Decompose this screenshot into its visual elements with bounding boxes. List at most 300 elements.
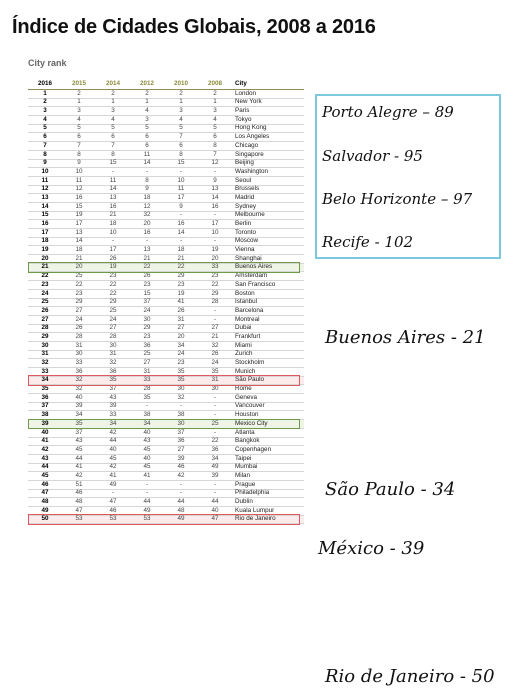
city-cell: Dublin <box>232 498 304 507</box>
rank-cell: 5 <box>96 124 130 133</box>
rank-cell: 32 <box>198 341 232 350</box>
rank-cell: 12 <box>62 185 96 194</box>
city-cell: Rio de Janeiro <box>232 515 304 524</box>
rank-cell: 17 <box>164 194 198 203</box>
rank-cell: 21 <box>198 333 232 342</box>
rank-cell: 38 <box>28 411 62 420</box>
rank-cell: 3 <box>130 116 164 125</box>
rank-cell: 23 <box>28 281 62 290</box>
table-row <box>28 463 304 472</box>
header-2014: 2014 <box>96 79 130 90</box>
rank-cell: 1 <box>198 98 232 107</box>
rank-cell: 30 <box>198 385 232 394</box>
rank-cell: 2 <box>198 90 232 99</box>
rank-cell: 13 <box>28 194 62 203</box>
rank-cell: 1 <box>62 98 96 107</box>
table-header-row <box>28 79 304 90</box>
city-cell: Hong Kong <box>232 124 304 133</box>
rank-cell: 28 <box>130 385 164 394</box>
rank-cell: - <box>164 402 198 411</box>
rank-cell: 43 <box>28 454 62 463</box>
rank-cell: 40 <box>62 394 96 403</box>
rank-cell: 1 <box>96 98 130 107</box>
rank-cell: 40 <box>130 428 164 437</box>
rank-cell: 33 <box>198 263 232 272</box>
table-row <box>28 150 304 159</box>
rank-cell: 43 <box>130 437 164 446</box>
rank-cell: 22 <box>62 281 96 290</box>
table-row <box>28 98 304 107</box>
rank-cell: 16 <box>164 220 198 229</box>
rank-cell: 14 <box>28 202 62 211</box>
table-row <box>28 315 304 324</box>
rank-cell: 45 <box>62 446 96 455</box>
city-cell: Beijing <box>232 159 304 168</box>
note-buenos-aires: Buenos Aires - 21 <box>325 327 486 348</box>
header-2015: 2015 <box>62 79 96 90</box>
rank-cell: - <box>164 237 198 246</box>
rank-cell: 6 <box>164 142 198 151</box>
rank-cell: 25 <box>96 307 130 316</box>
rank-cell: 27 <box>198 324 232 333</box>
city-cell: Istanbul <box>232 298 304 307</box>
table-row <box>28 359 304 368</box>
rank-cell: 17 <box>62 220 96 229</box>
rank-cell: 34 <box>198 454 232 463</box>
table-row <box>28 350 304 359</box>
rank-cell: 22 <box>198 437 232 446</box>
city-cell: Vienna <box>232 246 304 255</box>
rank-cell: 19 <box>96 263 130 272</box>
city-cell: Vancouver <box>232 402 304 411</box>
city-cell: Houston <box>232 411 304 420</box>
rank-cell: 25 <box>62 272 96 281</box>
table-row <box>28 472 304 481</box>
rank-cell: 50 <box>28 515 62 524</box>
rank-cell: - <box>198 307 232 316</box>
rank-cell: 7 <box>96 142 130 151</box>
table-row <box>28 133 304 142</box>
rank-cell: 18 <box>130 194 164 203</box>
rank-cell: 18 <box>164 246 198 255</box>
rank-cell: 19 <box>62 211 96 220</box>
table-row <box>28 402 304 411</box>
rank-cell: 23 <box>62 289 96 298</box>
rank-cell: 53 <box>130 515 164 524</box>
rank-cell: 18 <box>28 237 62 246</box>
table-row <box>28 385 304 394</box>
rank-cell: 11 <box>96 176 130 185</box>
rank-cell: 31 <box>96 350 130 359</box>
rank-cell: 23 <box>198 272 232 281</box>
rank-cell: 29 <box>130 324 164 333</box>
rank-cell: 27 <box>164 446 198 455</box>
rank-cell: 44 <box>130 498 164 507</box>
city-cell: Milan <box>232 472 304 481</box>
rank-cell: 38 <box>164 411 198 420</box>
rank-cell: 35 <box>62 420 96 429</box>
rank-cell: 13 <box>96 194 130 203</box>
rank-cell: 4 <box>198 116 232 125</box>
rank-cell: - <box>130 480 164 489</box>
rank-cell: 29 <box>28 333 62 342</box>
mexico-city-highlight <box>28 419 300 430</box>
rank-cell: 49 <box>130 507 164 516</box>
rank-cell: 1 <box>164 98 198 107</box>
table-row <box>28 480 304 489</box>
rank-cell: 24 <box>62 315 96 324</box>
rank-cell: 11 <box>130 150 164 159</box>
rank-cell: 18 <box>62 246 96 255</box>
rank-cell: 11 <box>28 176 62 185</box>
rank-cell: 5 <box>130 124 164 133</box>
city-cell: Kuala Lumpur <box>232 507 304 516</box>
buenos-aires-highlight <box>28 262 300 273</box>
table-row <box>28 489 304 498</box>
rank-cell: 32 <box>96 359 130 368</box>
rank-cell: 45 <box>130 446 164 455</box>
note-salvador: Salvador - 95 <box>322 147 423 165</box>
header-2010: 2010 <box>164 79 198 90</box>
rank-cell: 45 <box>28 472 62 481</box>
rank-cell: 31 <box>198 376 232 385</box>
city-cell: Philadelphia <box>232 489 304 498</box>
rank-cell: 4 <box>130 107 164 116</box>
rank-cell: - <box>198 411 232 420</box>
rank-cell: 8 <box>130 176 164 185</box>
rank-cell: 3 <box>62 107 96 116</box>
rank-cell: 47 <box>62 507 96 516</box>
city-cell: Taipei <box>232 454 304 463</box>
rank-cell: 6 <box>28 133 62 142</box>
rank-cell: 53 <box>62 515 96 524</box>
rank-cell: - <box>198 428 232 437</box>
rank-cell: 33 <box>28 368 62 377</box>
rank-cell: 9 <box>62 159 96 168</box>
table-row <box>28 229 304 238</box>
rank-cell: 3 <box>96 107 130 116</box>
rank-cell: 9 <box>130 185 164 194</box>
rank-cell: 44 <box>28 463 62 472</box>
rank-cell: 44 <box>62 454 96 463</box>
rank-cell: 34 <box>96 420 130 429</box>
rank-cell: 6 <box>96 133 130 142</box>
rio-de-janeiro-highlight <box>28 514 300 525</box>
rank-cell: 25 <box>130 350 164 359</box>
rank-cell: 4 <box>96 116 130 125</box>
rank-cell: 26 <box>96 255 130 264</box>
rank-cell: 48 <box>28 498 62 507</box>
rank-cell: 40 <box>28 428 62 437</box>
rank-cell: 47 <box>28 489 62 498</box>
table-row <box>28 341 304 350</box>
rank-cell: 6 <box>130 133 164 142</box>
rank-cell: 37 <box>164 428 198 437</box>
table-row <box>28 394 304 403</box>
rank-cell: - <box>164 211 198 220</box>
rank-cell: 23 <box>164 281 198 290</box>
city-cell: Bangkok <box>232 437 304 446</box>
rank-cell: 39 <box>28 420 62 429</box>
rank-cell: - <box>96 237 130 246</box>
table-row <box>28 333 304 342</box>
rank-cell: 16 <box>62 194 96 203</box>
table-row <box>28 107 304 116</box>
rank-cell: 23 <box>96 272 130 281</box>
rank-cell: 36 <box>164 437 198 446</box>
rank-cell: 40 <box>198 507 232 516</box>
rank-cell: 4 <box>28 116 62 125</box>
rank-cell: - <box>198 480 232 489</box>
rank-cell: 21 <box>96 211 130 220</box>
header-2012: 2012 <box>130 79 164 90</box>
city-cell: Prague <box>232 480 304 489</box>
table-row <box>28 281 304 290</box>
rank-cell: 28 <box>198 298 232 307</box>
rank-cell: 34 <box>130 420 164 429</box>
rank-cell: 8 <box>164 150 198 159</box>
city-cell: Shanghai <box>232 255 304 264</box>
rank-cell: 32 <box>28 359 62 368</box>
table-row <box>28 220 304 229</box>
rank-cell: 31 <box>62 341 96 350</box>
rank-cell: 28 <box>96 333 130 342</box>
rank-cell: 14 <box>96 185 130 194</box>
city-cell: San Francisco <box>232 281 304 290</box>
table-row <box>28 428 304 437</box>
rank-cell: 25 <box>28 298 62 307</box>
rank-cell: 48 <box>164 507 198 516</box>
city-cell: Paris <box>232 107 304 116</box>
city-cell: Sydney <box>232 202 304 211</box>
rank-cell: 36 <box>62 368 96 377</box>
rank-cell: 9 <box>198 176 232 185</box>
rank-cell: 29 <box>164 272 198 281</box>
rank-cell: 32 <box>164 394 198 403</box>
city-cell: Buenos Aires <box>232 263 304 272</box>
rank-cell: 21 <box>130 255 164 264</box>
rank-cell: 37 <box>96 385 130 394</box>
rank-cell: - <box>198 489 232 498</box>
city-cell: London <box>232 90 304 99</box>
rank-cell: 27 <box>96 324 130 333</box>
header-2016: 2016 <box>28 79 62 90</box>
table-row <box>28 176 304 185</box>
rank-cell: 12 <box>28 185 62 194</box>
table-row <box>28 211 304 220</box>
rank-cell: 1 <box>28 90 62 99</box>
city-cell: Moscow <box>232 237 304 246</box>
rank-cell: 22 <box>96 281 130 290</box>
rank-cell: 3 <box>198 107 232 116</box>
rank-cell: 15 <box>130 289 164 298</box>
rank-cell: 21 <box>164 255 198 264</box>
rank-cell: 22 <box>96 289 130 298</box>
city-cell: Madrid <box>232 194 304 203</box>
rank-cell: 8 <box>28 150 62 159</box>
rank-cell: 31 <box>164 315 198 324</box>
city-cell: Melbourne <box>232 211 304 220</box>
rank-cell: 8 <box>62 150 96 159</box>
table-row <box>28 202 304 211</box>
note-belo-horizonte: Belo Horizonte – 97 <box>322 190 473 208</box>
rank-cell: 3 <box>164 107 198 116</box>
rank-cell: 11 <box>62 176 96 185</box>
rank-cell: 36 <box>96 368 130 377</box>
rank-cell: 33 <box>96 411 130 420</box>
table-row <box>28 142 304 151</box>
rank-cell: 46 <box>62 489 96 498</box>
rank-cell: 35 <box>130 394 164 403</box>
rank-cell: 32 <box>62 385 96 394</box>
rank-cell: 44 <box>198 498 232 507</box>
rank-cell: 25 <box>198 420 232 429</box>
rank-cell: 20 <box>198 255 232 264</box>
rank-cell: 15 <box>62 202 96 211</box>
rank-cell: 29 <box>96 298 130 307</box>
city-cell: Frankfurt <box>232 333 304 342</box>
rank-cell: 41 <box>28 437 62 446</box>
table-row <box>28 498 304 507</box>
rank-cell: 40 <box>130 454 164 463</box>
table-row <box>28 298 304 307</box>
rank-cell: 7 <box>62 142 96 151</box>
rank-cell: 30 <box>62 350 96 359</box>
rank-cell: 14 <box>198 194 232 203</box>
rank-cell: 49 <box>28 507 62 516</box>
city-cell: Mumbai <box>232 463 304 472</box>
city-cell: Copenhagen <box>232 446 304 455</box>
city-cell: Tokyo <box>232 116 304 125</box>
rank-cell: 27 <box>28 315 62 324</box>
rank-cell: 32 <box>62 376 96 385</box>
rank-cell: 28 <box>28 324 62 333</box>
table-row <box>28 90 304 99</box>
table-row <box>28 159 304 168</box>
rank-cell: 5 <box>198 124 232 133</box>
rank-cell: 28 <box>62 333 96 342</box>
rank-cell: 41 <box>164 298 198 307</box>
rank-cell: 5 <box>28 124 62 133</box>
rank-cell: 39 <box>62 402 96 411</box>
rank-cell: 14 <box>164 229 198 238</box>
rank-cell: 22 <box>198 281 232 290</box>
rank-cell: 10 <box>96 229 130 238</box>
table-row <box>28 446 304 455</box>
table-row <box>28 454 304 463</box>
rank-cell: 22 <box>164 263 198 272</box>
rank-cell: 9 <box>164 202 198 211</box>
rank-cell: 5 <box>164 124 198 133</box>
rank-cell: 23 <box>130 333 164 342</box>
rank-cell: 16 <box>96 202 130 211</box>
table-row <box>28 307 304 316</box>
city-cell: Dubai <box>232 324 304 333</box>
rank-cell: 7 <box>164 133 198 142</box>
rank-cell: 6 <box>130 142 164 151</box>
city-cell: Brussels <box>232 185 304 194</box>
rank-cell: 11 <box>164 185 198 194</box>
rank-cell: 27 <box>62 307 96 316</box>
rank-cell: 20 <box>62 263 96 272</box>
rank-cell: 30 <box>130 315 164 324</box>
rank-cell: 39 <box>164 454 198 463</box>
rank-cell: 7 <box>198 150 232 159</box>
city-cell: New York <box>232 98 304 107</box>
rank-cell: 34 <box>28 376 62 385</box>
rank-cell: 12 <box>198 159 232 168</box>
rank-cell: 17 <box>198 220 232 229</box>
rank-cell: 13 <box>62 229 96 238</box>
city-cell: Miami <box>232 341 304 350</box>
city-cell: Munich <box>232 368 304 377</box>
rank-cell: 37 <box>130 298 164 307</box>
rank-cell: 30 <box>28 341 62 350</box>
city-cell: Washington <box>232 168 304 177</box>
rank-cell: 29 <box>198 289 232 298</box>
rank-cell: 42 <box>164 472 198 481</box>
rank-cell: 35 <box>28 385 62 394</box>
rank-cell: 35 <box>164 368 198 377</box>
rank-cell: 26 <box>28 307 62 316</box>
rank-cell: - <box>198 394 232 403</box>
table-row <box>28 168 304 177</box>
rank-cell: 10 <box>62 168 96 177</box>
rank-cell: 27 <box>164 324 198 333</box>
table-subtitle: City rank <box>28 58 67 68</box>
city-cell: São Paulo <box>232 376 304 385</box>
city-cell: Montreal <box>232 315 304 324</box>
rank-cell: 1 <box>130 98 164 107</box>
rank-cell: 35 <box>164 376 198 385</box>
rank-cell: - <box>198 315 232 324</box>
rank-cell: - <box>198 402 232 411</box>
rank-cell: 38 <box>130 411 164 420</box>
table-row <box>28 272 304 281</box>
rank-cell: 17 <box>96 246 130 255</box>
rank-cell: 53 <box>96 515 130 524</box>
rank-cell: 2 <box>130 90 164 99</box>
note-mexico: México - 39 <box>318 538 425 559</box>
rank-cell: 23 <box>130 281 164 290</box>
rank-cell: - <box>198 211 232 220</box>
rank-cell: 31 <box>28 350 62 359</box>
rank-cell: 44 <box>96 437 130 446</box>
rank-cell: 35 <box>96 376 130 385</box>
rank-cell: 26 <box>164 307 198 316</box>
rank-cell: 49 <box>96 480 130 489</box>
table-row <box>28 246 304 255</box>
rank-cell: 20 <box>28 255 62 264</box>
rank-cell: 30 <box>96 341 130 350</box>
rank-cell: 26 <box>130 272 164 281</box>
rank-cell: 20 <box>130 220 164 229</box>
rank-cell: 5 <box>62 124 96 133</box>
rank-cell: 6 <box>198 133 232 142</box>
city-cell: Toronto <box>232 229 304 238</box>
rank-cell: - <box>130 402 164 411</box>
rank-cell: - <box>164 489 198 498</box>
rank-cell: 39 <box>198 472 232 481</box>
rank-cell: 36 <box>130 341 164 350</box>
rank-cell: 13 <box>198 185 232 194</box>
rank-cell: 14 <box>62 237 96 246</box>
rank-cell: 43 <box>96 394 130 403</box>
city-cell: Geneva <box>232 394 304 403</box>
rank-cell: 2 <box>62 90 96 99</box>
header-2008: 2008 <box>198 79 232 90</box>
rank-cell: 14 <box>130 159 164 168</box>
